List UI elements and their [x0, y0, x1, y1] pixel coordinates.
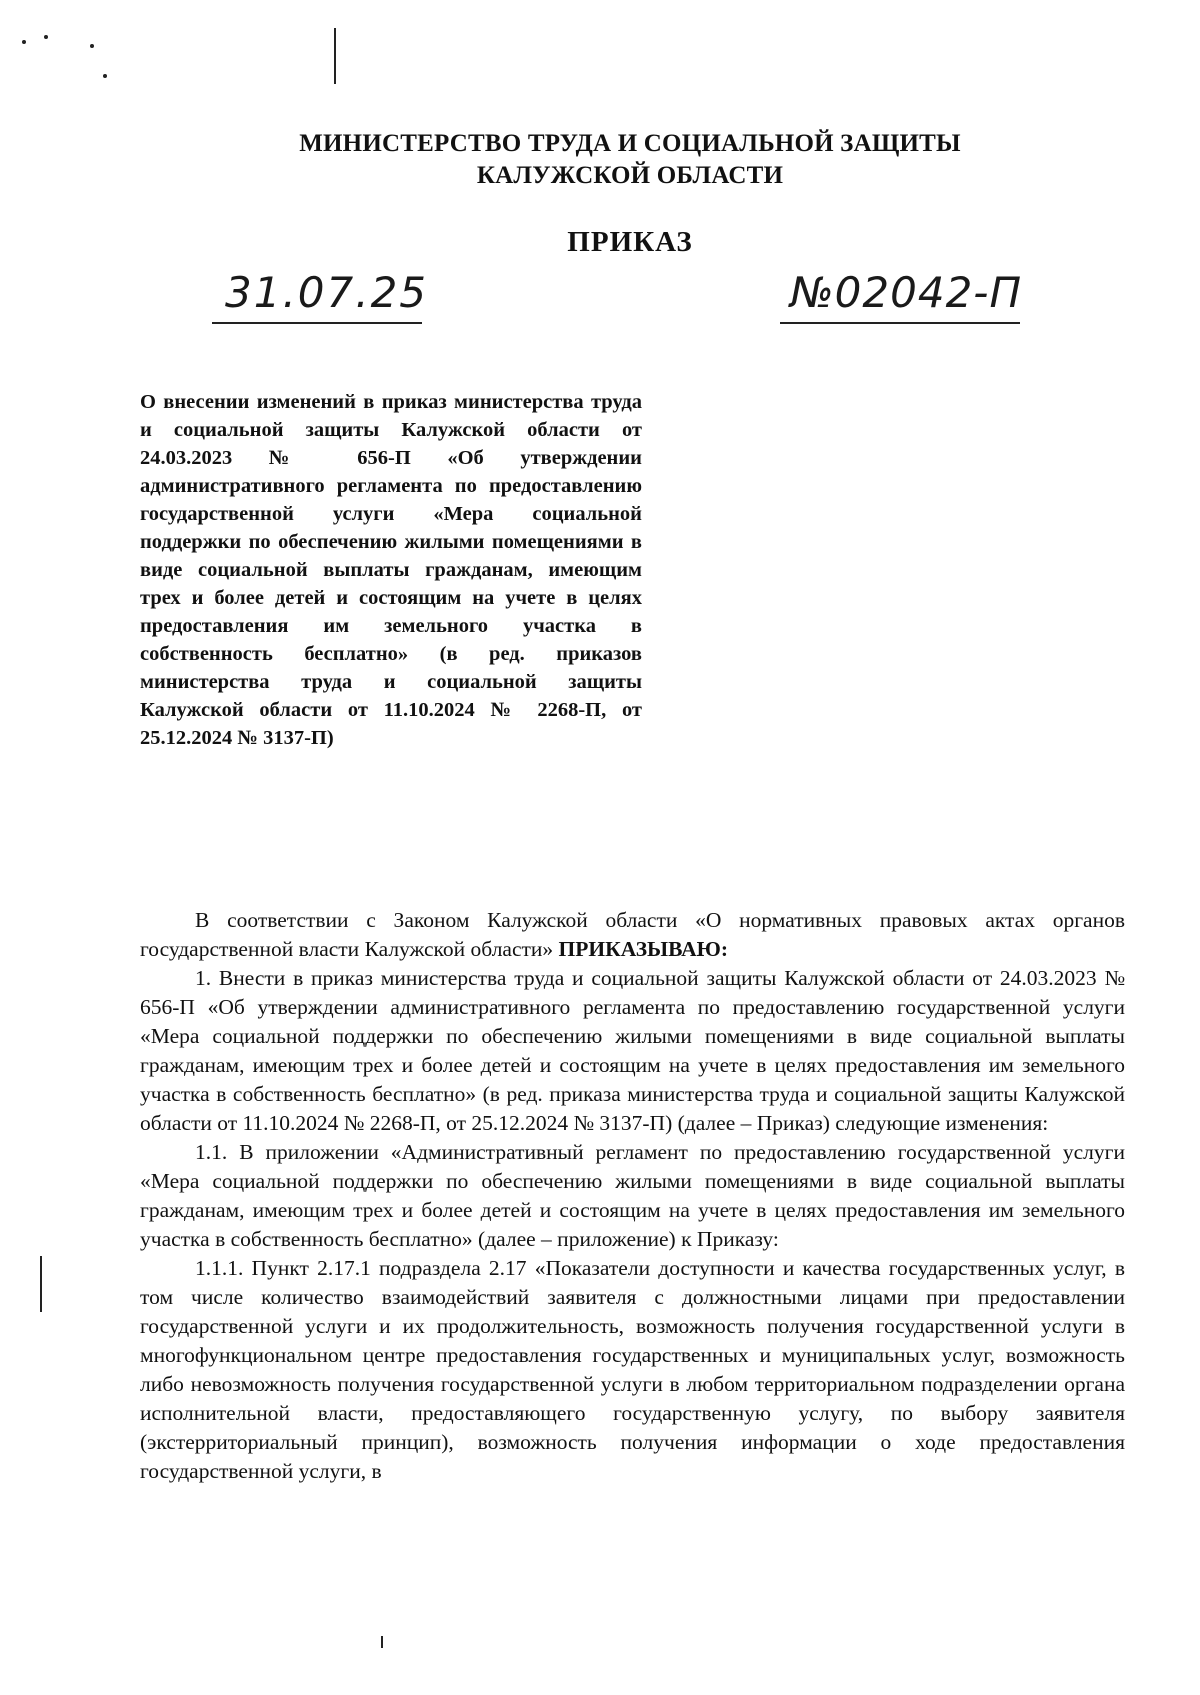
number-underline — [780, 322, 1020, 324]
ministry-name-line2: КАЛУЖСКОЙ ОБЛАСТИ — [476, 162, 784, 189]
preamble-paragraph — [140, 906, 1125, 964]
scan-line — [381, 1636, 383, 1648]
handwritten-order-number: №02042-П — [790, 268, 1023, 317]
order-subject: О внесении изменений в приказ министерства труда и социальной защиты Калужской области от 24.03.2023 № 656-П «Об утверждении административного регламента по предоставлению государственной услуги «Мера социальной поддержки по обеспечению жилыми помещениями в виде социальной выплаты гражданам, имеющим трех и более детей и состоящим на учете в целях предоставления им земельного участка в собственность бесплатно» (в ред. приказов министерства труда и социальной защиты Калужской области от 11.10.2024 № 2268-П, от 25.12.2024 № 3137-П) — [140, 391, 642, 749]
scan-speck — [103, 74, 107, 78]
date-underline — [212, 322, 422, 324]
preamble-text: В соответствии с Законом Калужской области «О нормативных правовых актах органов государственной власти Калужской области» — [140, 908, 1125, 961]
paragraph-1: 1. Внести в приказ министерства труда и социальной защиты Калужской области от 24.03.2023 № 656-П «Об утверждении административного регламента по предоставлению государственной услуги «Мера социальной поддержки по обеспечению жилыми помещениями в виде социальной выплаты гражданам, имеющим трех и более детей и состоящим на учете в целях предоставления им земельного участка в собственность бесплатно» (в ред. приказа министерства труда и социальной защиты Калужской области от 11.10.2024 № 2268-П, от 25.12.2024 № 3137-П) (далее – Приказ) следующие изменения: — [140, 966, 1125, 1135]
order-directive: ПРИКАЗЫВАЮ: — [558, 937, 729, 961]
ministry-header — [140, 128, 1120, 192]
ministry-name-line1: МИНИСТЕРСТВО ТРУДА И СОЦИАЛЬНОЙ ЗАЩИТЫ — [299, 130, 961, 157]
paragraph-1-1-1: 1.1.1. Пункт 2.17.1 подраздела 2.17 «Показатели доступности и качества государственных услуг, в том числе количество взаимодействий заявителя с должностными лицами при предоставлении государственной услуги и их продолжительность, возможность получения государственной услуги в многофункциональном центре предоставления государственных и муниципальных услуг, возможность либо невозможность получения государственной услуги в любом территориальном подразделении органа исполнительной власти, предоставляющего государственную услугу, по выбору заявителя (экстерриториальный принцип), возможность получения информации о ходе предоставления государственной услуги, в — [140, 1256, 1125, 1483]
scan-speck — [44, 35, 48, 39]
paragraph-1-1: 1.1. В приложении «Административный регламент по предоставлению государственной услуги «Мера социальной поддержки по обеспечению жилыми помещениями в виде социальной выплаты гражданам, имеющим трех и более детей и состоящим на учете в целях предоставления им земельного участка в собственность бесплатно» (далее – приложение) к Приказу: — [140, 1140, 1125, 1251]
scan-speck — [90, 44, 94, 48]
scan-speck — [22, 40, 26, 44]
scan-line — [334, 28, 336, 84]
scan-line — [40, 1256, 42, 1312]
document-title: ПРИКАЗ — [567, 226, 693, 258]
order-body — [140, 906, 1125, 1486]
handwritten-date: 31.07.25 — [225, 268, 429, 317]
